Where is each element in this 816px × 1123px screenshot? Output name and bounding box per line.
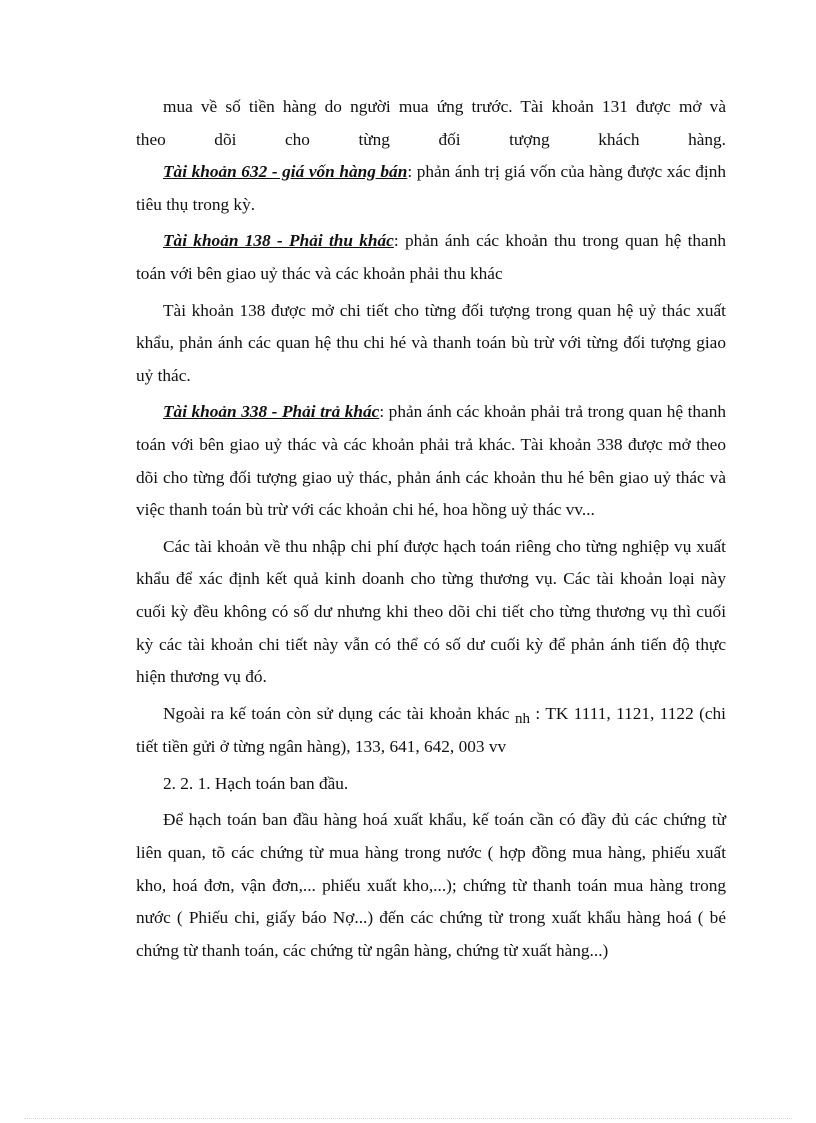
- paragraph-income-expense: Các tài khoản về thu nhập chi phí được hạch toán riêng cho từng nghiệp vụ xuất khẩu để xác định kết quả kinh doanh cho từng thương vụ. Các tài khoản loại này cuối kỳ đều không có số dư nhưng khi theo dõi chi tiết cho từng thương vụ thì cuối kỳ các tài khoản chi tiết này vẫn có thể có số dư cuối kỳ để phản ánh tiến độ thực hiện thương vụ đó.: [136, 536, 726, 687]
- paragraph-other-accounts: [136, 698, 726, 764]
- paragraph-account-632: [136, 156, 726, 221]
- text-other-accounts-sub: nh: [515, 710, 530, 727]
- text-other-accounts-a: Ngoài ra kế toán còn sử dụng các tài khoản khác: [163, 703, 515, 723]
- heading-account-338: Tài khoản 338 - Phải trả khác: [163, 402, 380, 422]
- paragraph-account-138: [136, 225, 726, 290]
- body-text: [136, 91, 726, 971]
- paragraph-1-line-1: mua về số tiền hàng do người mua ứng trước. Tài khoản 131 được mở và: [163, 97, 726, 116]
- text-account-338: : phản ánh các khoản phải trả trong quan hệ thanh toán với bên giao uỷ thác và các khoản phải trả khác. Tài khoản 338 được mở theo dõi cho từng đối tượng giao uỷ thác, phản ánh các khoản thu hé bên giao uỷ thác và việc thanh toán bù trừ với các khoản chi hé, hoa hồng uỷ thác vv...: [136, 402, 726, 520]
- footer-divider: [24, 1118, 792, 1119]
- heading-account-138: Tài khoản 138 - Phải thu khác: [163, 231, 394, 251]
- text-other-accounts-b: : TK 1111, 1121, 1122 (chi tiết tiền gửi ở từng ngân hàng), 133, 641, 642, 003 vv: [136, 703, 726, 757]
- text-account-632: : phản ánh trị giá vốn của hàng được xác định tiêu thụ trong kỳ.: [136, 162, 726, 214]
- heading-account-632: Tài khoản 632 - giá vốn hàng bán: [163, 162, 408, 182]
- paragraph-account-138-detail: Tài khoản 138 được mở chi tiết cho từng đối tượng trong quan hệ uỷ thác xuất khẩu, phản ánh các quan hệ thu chi hé và thanh toán bù trừ với từng đối tượng giao uỷ thác.: [136, 300, 726, 385]
- text-account-138: : phản ánh các khoản thu trong quan hệ thanh toán với bên giao uỷ thác và các khoản phải thu khác: [136, 231, 727, 283]
- paragraph-account-338: [136, 396, 726, 526]
- paragraph-1-line-2: theo dõi cho từng đối tượng khách hàng.: [136, 129, 726, 149]
- paragraph-initial-accounting: Để hạch toán ban đầu hàng hoá xuất khẩu, kế toán cần có đầy đủ các chứng từ liên quan, tõ các chứng từ mua hàng trong nước ( hợp đồng mua hàng, phiếu xuất kho, hoá đơn, vận đơn,... phiếu xuất kho,...); chứng từ thanh toán mua hàng trong nước ( Phiếu chi, giấy báo Nợ...) đến các chứng từ trong xuất khẩu hàng hoá ( bé chứng từ thanh toán, các chứng từ ngân hàng, chứng từ xuất hàng...): [136, 810, 726, 960]
- section-heading-2-2-1: 2. 2. 1. Hạch toán ban đầu.: [163, 773, 349, 793]
